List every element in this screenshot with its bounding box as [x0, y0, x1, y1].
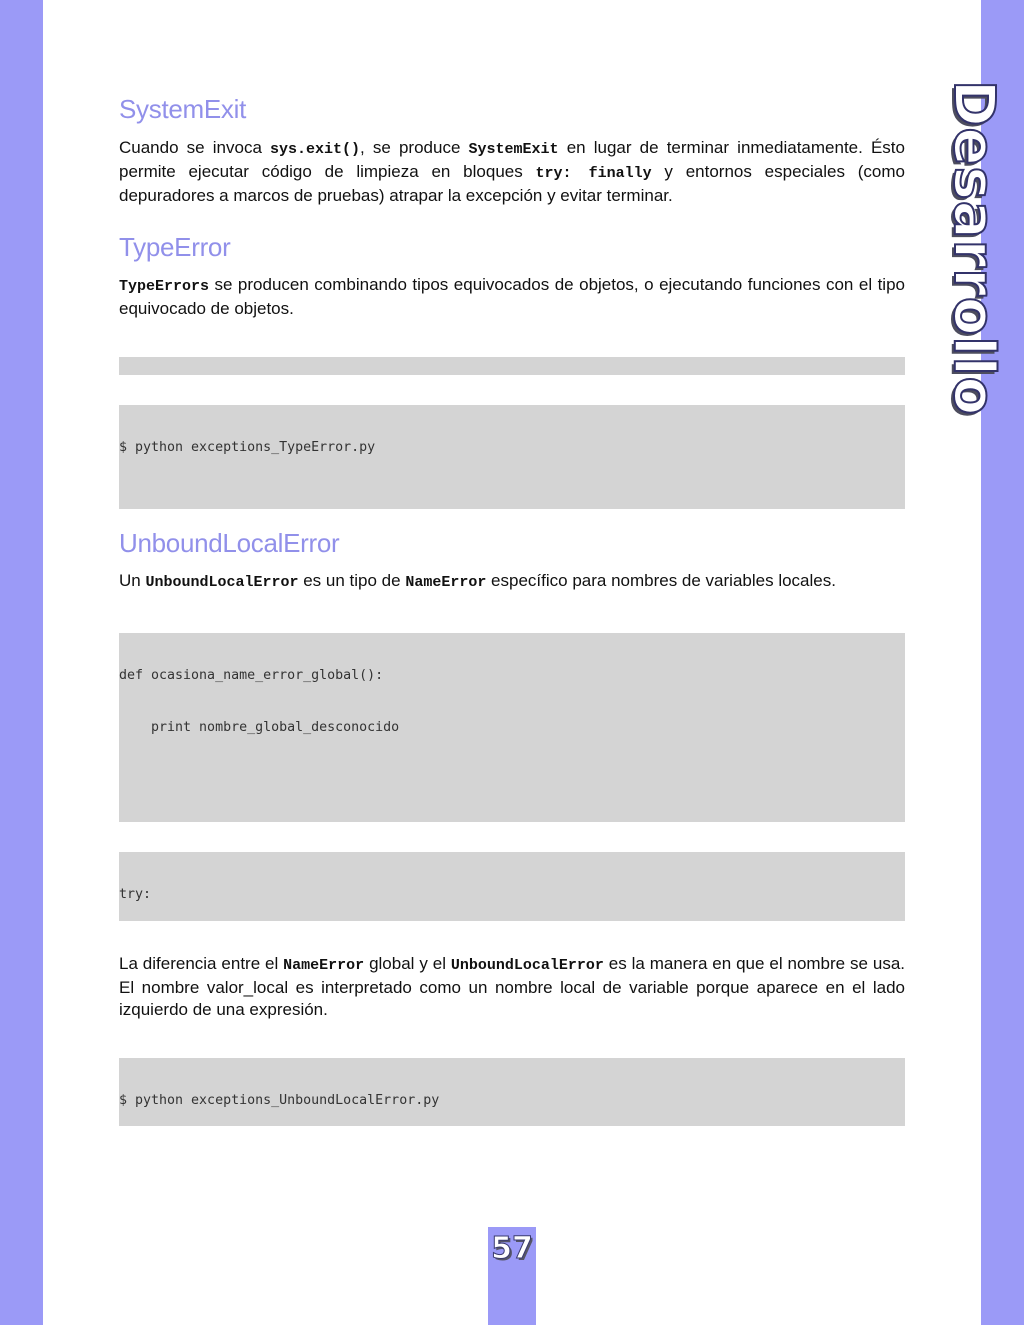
paragraph-unbound-explanation: La diferencia entre el NameError global y el UnboundLocalError es la manera en que el nombre se usa. El nombre valor_local es interpretado como un nombre local de variable porque aparece en el lado izquierdo de una expresión.	[119, 954, 905, 1019]
paragraph-systemexit: Cuando se invoca sys.exit(), se produce SystemExit en lugar de terminar inmediatamente. Ésto permite ejecutar código de limpieza en bloques try: finally y entornos especiales (como depuradores a marcos de pruebas) atrapar la excepción y evitar terminar.	[119, 138, 906, 205]
inline-code: UnboundLocalError	[145, 574, 299, 591]
inline-code: sys.exit()	[270, 141, 361, 158]
paragraph-typeerror: TypeErrors se producen combinando tipos equivocados de objetos, o ejecutando funciones con el tipo equivocado de objetos.	[119, 275, 905, 318]
inline-code: try: finally	[535, 165, 652, 182]
inline-code: UnboundLocalError	[450, 957, 604, 974]
page-number: 57	[491, 1231, 533, 1266]
code-line	[119, 491, 905, 508]
heading-unboundlocalerror: UnboundLocalError	[119, 528, 340, 558]
page-number-tab	[488, 1227, 536, 1325]
code-block-typeerror-output	[119, 405, 905, 509]
heading-systemexit: SystemExit	[119, 94, 247, 124]
code-block-unbound-try	[119, 852, 905, 921]
inline-code: TypeErrors	[119, 278, 210, 295]
code-line: print nombre_global_desconocido	[119, 720, 400, 735]
code-line: $ python exceptions_UnboundLocalError.py	[119, 1093, 440, 1109]
inline-code: SystemExit	[468, 141, 559, 158]
inline-code: NameError	[405, 574, 487, 591]
code-line: try:	[119, 887, 152, 903]
code-block-unbound-definitions	[119, 633, 905, 822]
inline-code: NameError	[283, 957, 365, 974]
paragraph-unboundlocalerror: Un UnboundLocalError es un tipo de NameError específico para nombres de variables locales.	[119, 571, 836, 591]
code-line	[119, 771, 905, 788]
code-line: $ python exceptions_TypeError.py	[119, 440, 376, 456]
heading-typeerror: TypeError	[119, 232, 231, 262]
code-block-unbound-output	[119, 1058, 905, 1126]
code-line: def ocasiona_name_error_global():	[119, 668, 384, 684]
left-margin-band	[0, 0, 43, 1325]
section-side-title: Desarrollo	[941, 80, 1006, 417]
code-block-typeerror-source	[119, 357, 905, 375]
